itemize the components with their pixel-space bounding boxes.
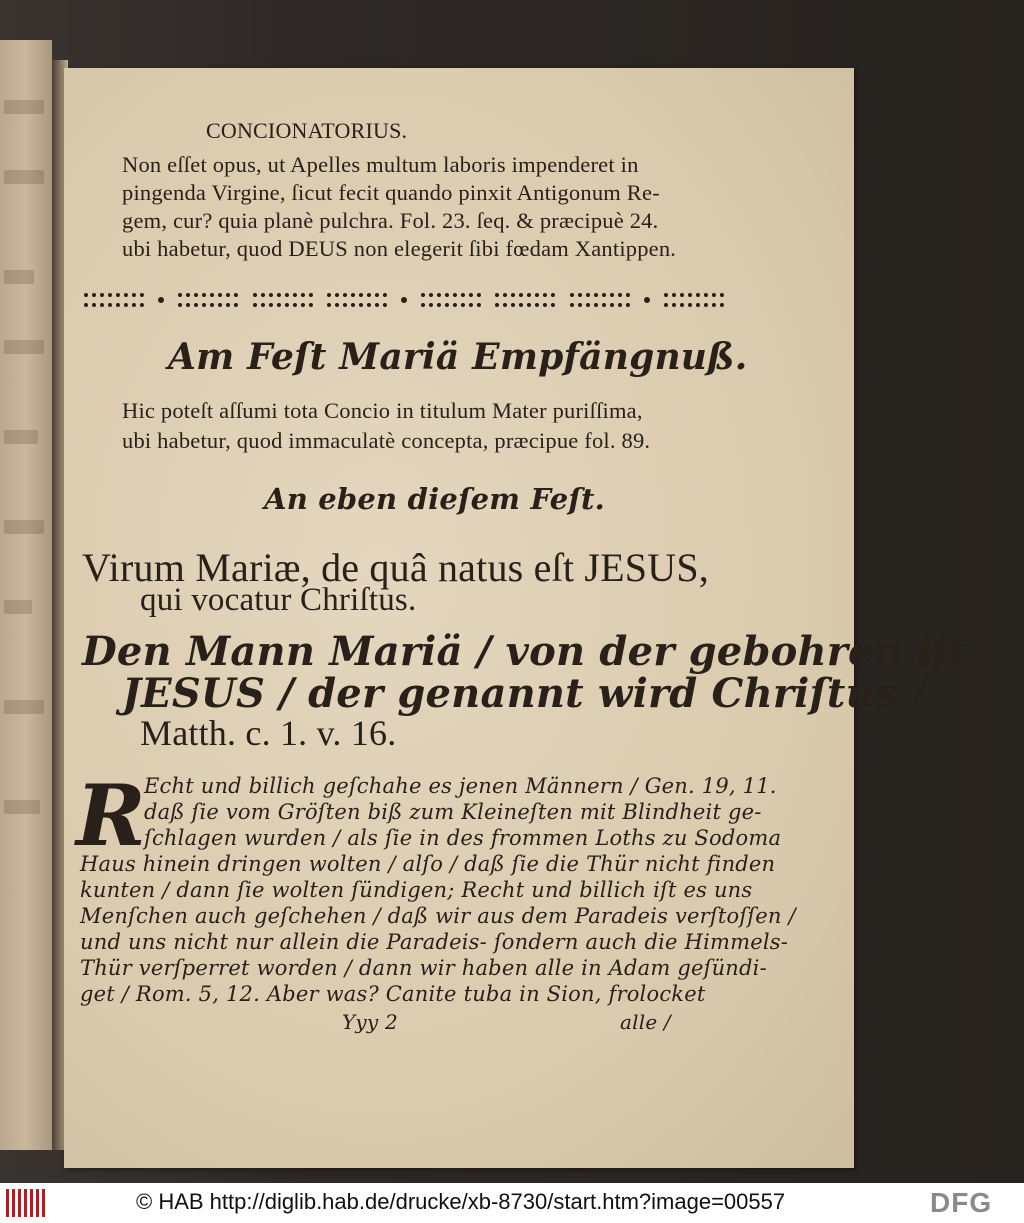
body-line: Echt und billich geſchahe es jenen Männern / Gen. 19, 11. [144, 774, 777, 798]
body-line: Thür verſperret worden / dann wir haben alle in Adam geſündi- [80, 956, 767, 980]
body-line: Menſchen auch geſchehen / daß wir aus dem Paradeis verſtoſſen / [80, 904, 796, 928]
latin-verse-line: Virum Mariæ, de quâ natus eſt JESUS, [82, 545, 709, 590]
paragraph1-line: pingenda Virgine, ſicut fecit quando pinxit Antigonum Re- [122, 180, 660, 205]
body-line: und uns nicht nur allein die Paradeis- ſondern auch die Himmels- [80, 930, 789, 954]
dfg-logo: DFG [930, 1187, 993, 1218]
body-line: Haus hinein dringen wolten / alſo / daß ſie die Thür nicht finden [80, 852, 776, 876]
running-head: CONCIONATORIUS. [206, 118, 408, 143]
subheading: An eben dieſem Feſt. [264, 482, 605, 516]
section-heading: Am Feſt Mariä Empfängnuß. [168, 336, 748, 378]
paragraph2-line: ubi habetur, quod immaculatè concepta, præcipue fol. 89. [122, 428, 651, 453]
latin-verse-line: qui vocatur Chriſtus. [140, 582, 417, 618]
german-verse-line: Den Mann Mariä / von der gebohren iſt [82, 628, 969, 675]
facing-page-edge [0, 40, 52, 1150]
signature-mark: Yyy 2 [342, 1010, 398, 1034]
body-line: ſchlagen wurden / als ſie in des frommen Loths zu Sodoma [144, 826, 782, 850]
body-line: daß ſie vom Gröſten biß zum Kleineſten mit Blindheit ge- [144, 800, 762, 824]
book-page [64, 68, 969, 1168]
paragraph2-line: Hic poteſt aſſumi tota Concio in titulum Mater puriſſima, [122, 398, 643, 423]
ornament-divider [84, 290, 724, 310]
verse-citation: Matth. c. 1. v. 16. [140, 713, 397, 753]
paragraph1-line: gem, cur? quia planè pulchra. Fol. 23. ſeq. & præcipuè 24. [122, 208, 659, 233]
body-line: kunten / dann ſie wolten ſündigen; Recht und billich iſt es uns [80, 878, 753, 902]
hab-logo-icon [6, 1189, 46, 1217]
catchword: alle / [620, 1010, 671, 1034]
paragraph1-line: ubi habetur, quod DEUS non elegerit ſibi fœdam Xantippen. [122, 236, 677, 261]
footer-bar [0, 1183, 1024, 1223]
drop-cap: R [76, 766, 146, 865]
paragraph1-line: Non eſſet opus, ut Apelles multum laboris impenderet in [122, 152, 639, 177]
body-line: get / Rom. 5, 12. Aber was? Canite tuba in Sion, frolocket [80, 982, 706, 1006]
source-credit-link[interactable]: © HAB http://diglib.hab.de/drucke/xb-8730/start.htm?image=00557 [136, 1189, 786, 1214]
german-verse-line: JESUS / der genannt wird Chriſtus / [122, 670, 927, 717]
